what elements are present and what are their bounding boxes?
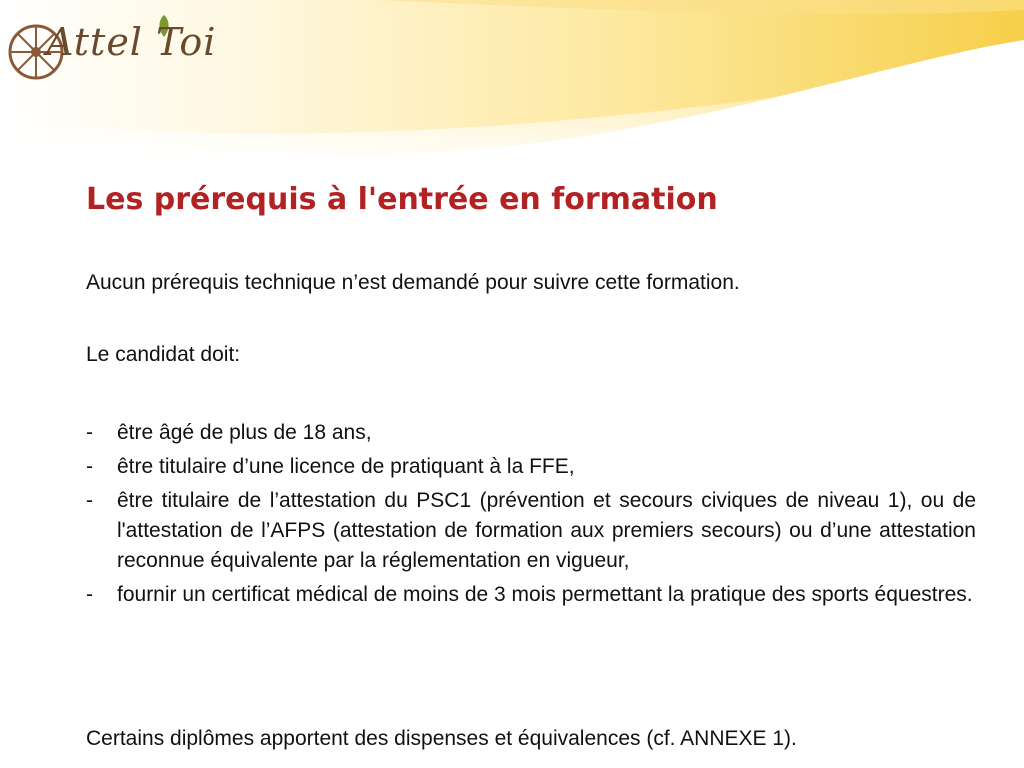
list-item (86, 418, 976, 448)
list-item (86, 486, 976, 576)
footer-note: Certains diplômes apportent des dispenses et équivalences (cf. ANNEXE 1). (86, 727, 797, 750)
list-item-text: fournir un certificat médical de moins de 3 mois permettant la pratique des sports équestres. (117, 583, 973, 606)
requirements-list (86, 418, 976, 614)
list-item-text: être titulaire d’une licence de pratiquant à la FFE, (117, 455, 575, 478)
list-item (86, 452, 976, 482)
bullet-dash: - (86, 455, 93, 478)
bullet-dash: - (86, 583, 93, 606)
bullet-dash: - (86, 489, 93, 512)
list-item (86, 580, 976, 610)
lead-paragraph: Le candidat doit: (86, 343, 241, 366)
page-title: Les prérequis à l'entrée en formation (86, 182, 718, 217)
bullet-dash: - (86, 421, 93, 444)
list-item-text: être âgé de plus de 18 ans, (117, 421, 372, 444)
logo (6, 14, 256, 84)
list-item-text: être titulaire de l’attestation du PSC1 (prévention et secours civiques de niveau 1), ou de l'attestation de l’AFPS (attestation de formation aux premiers secours) ou d’une attestation reconnue équivalente par la réglementation en vigueur, (117, 489, 976, 572)
intro-paragraph: Aucun prérequis technique n’est demandé pour suivre cette formation. (86, 271, 740, 294)
logo-wordmark: Attel Toi (46, 20, 217, 64)
